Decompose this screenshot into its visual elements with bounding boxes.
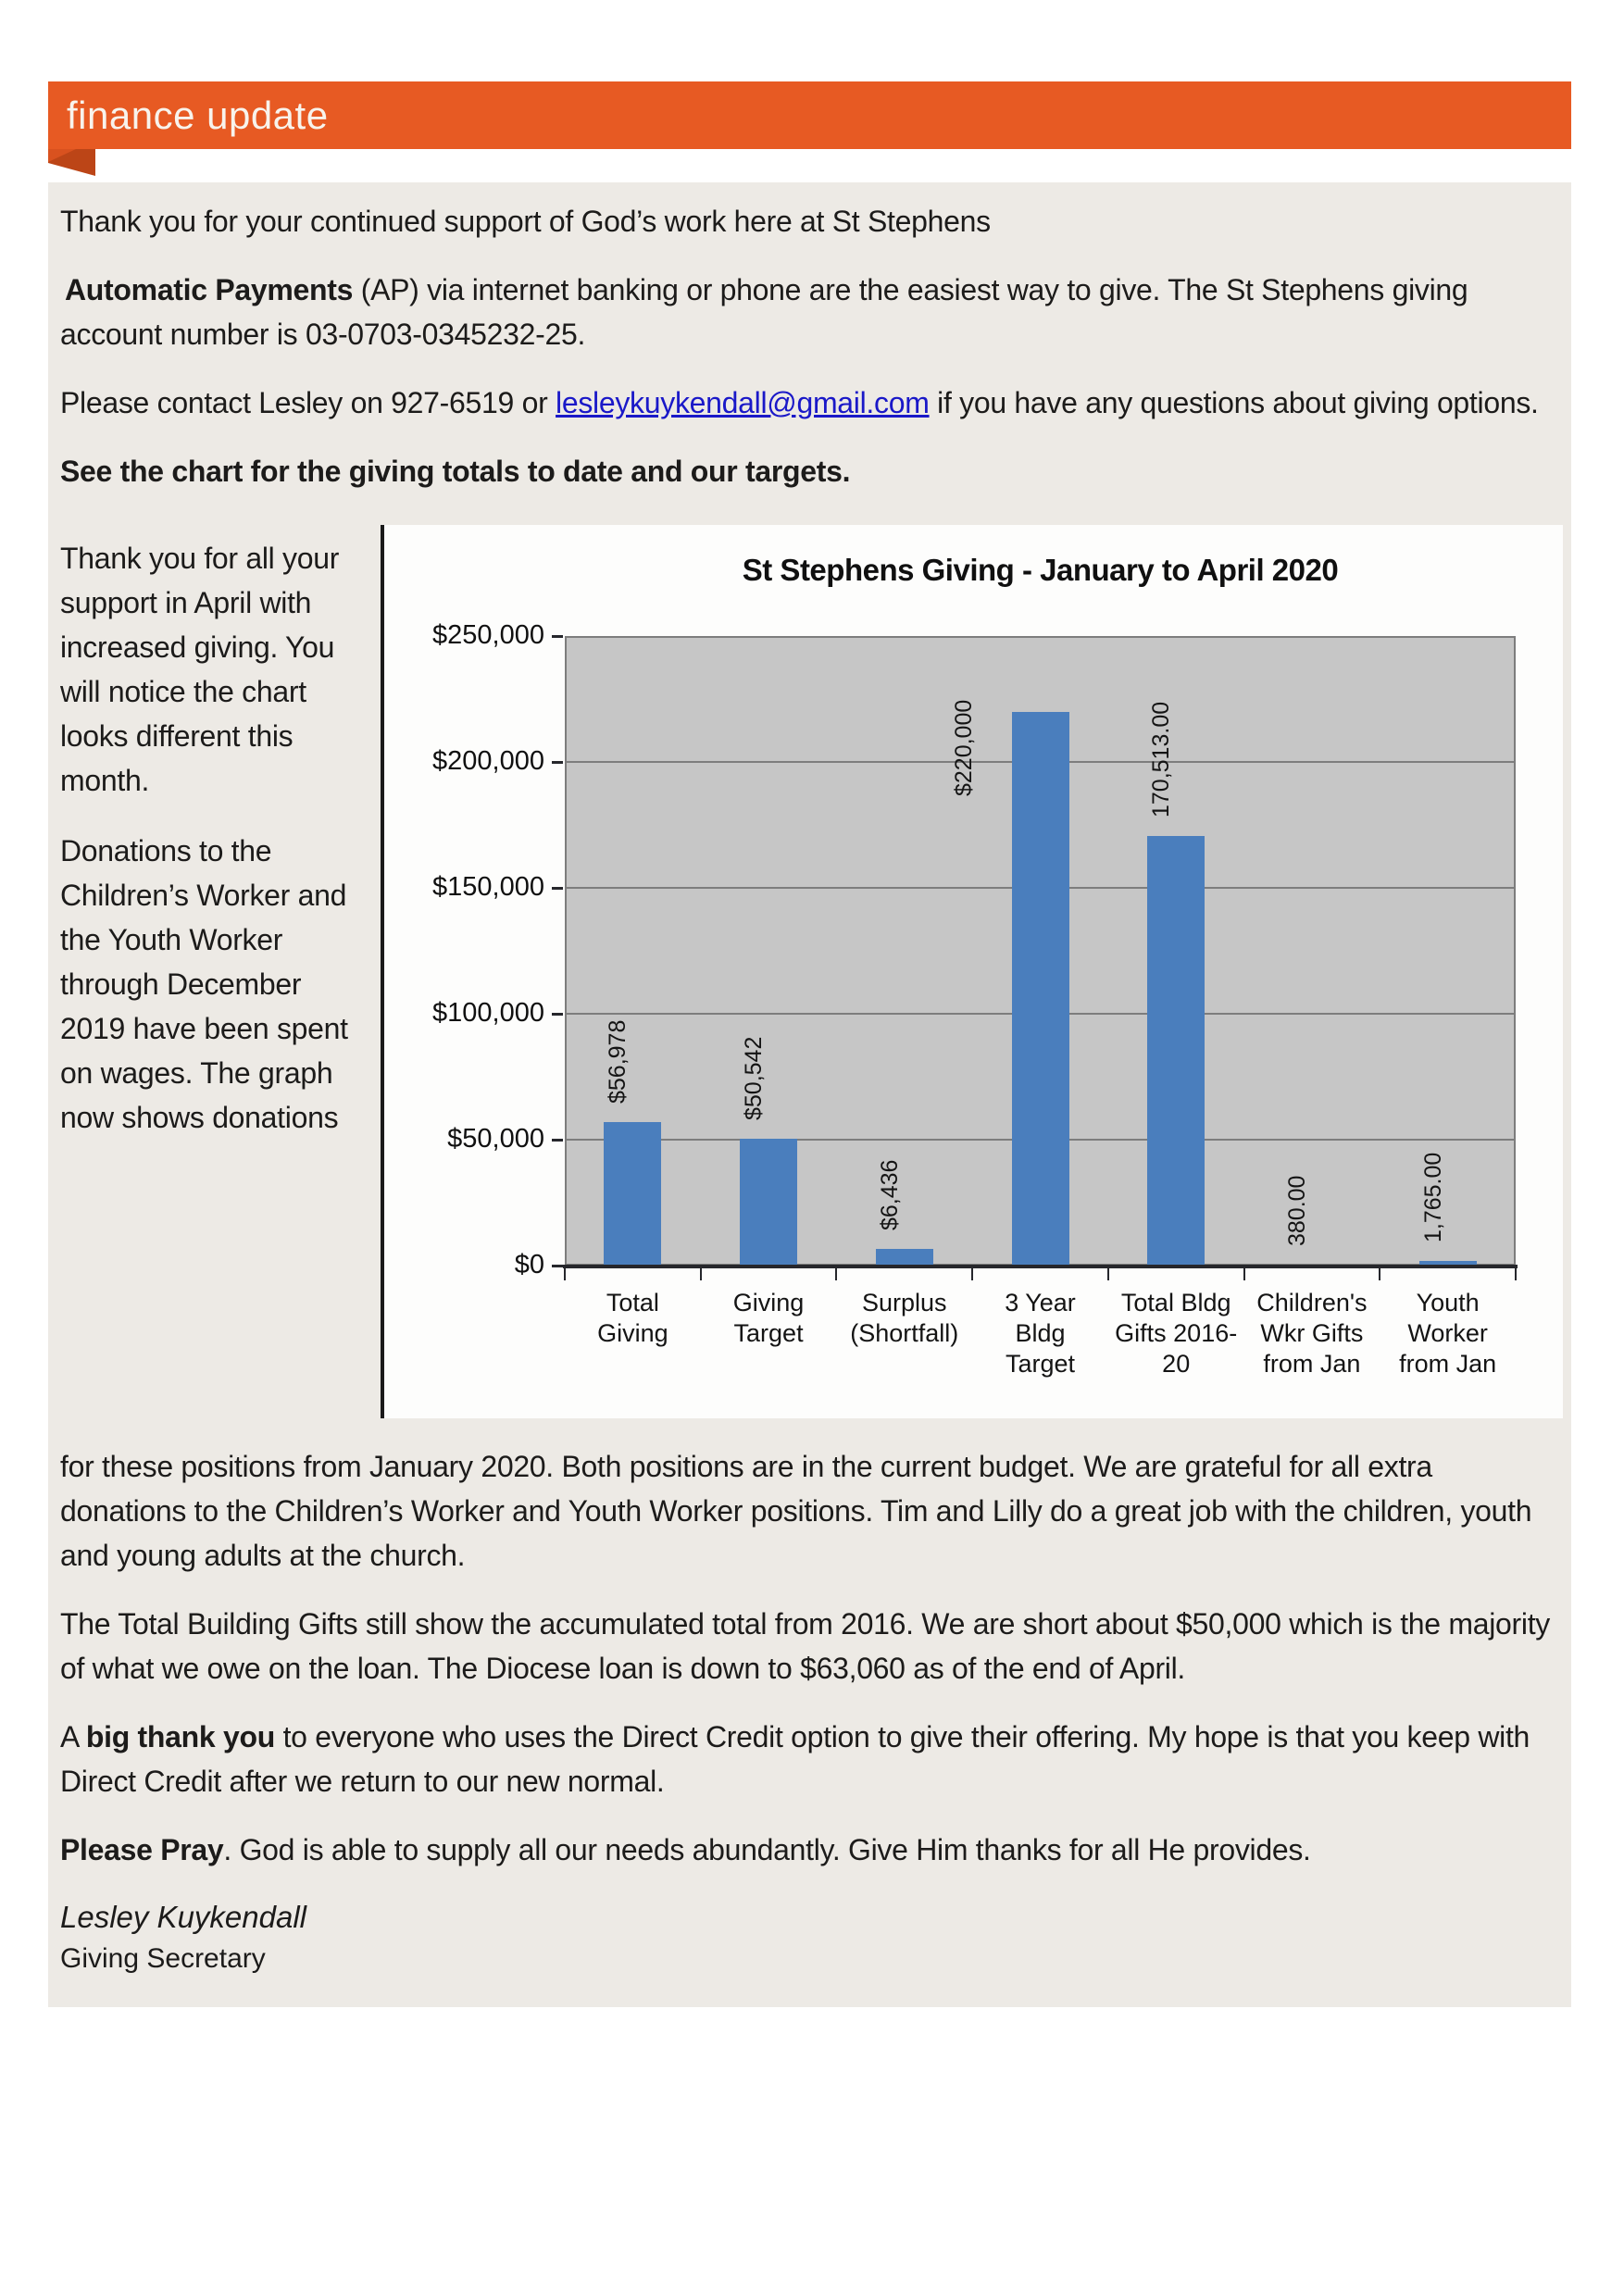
intro-paragraph-2 (60, 268, 1556, 356)
y-axis-label: $250,000 (432, 620, 544, 650)
chart-and-sidebar-row (60, 525, 1556, 1418)
y-axis-label: $150,000 (432, 872, 544, 902)
x-axis-tick (1379, 1268, 1380, 1280)
left-column-paragraph-1: Thank you for all your support in April with increased giving. You will notice the chart looks different this month. (60, 542, 340, 797)
intro-paragraph-3 (60, 381, 1556, 425)
y-axis-label: $0 (514, 1250, 544, 1279)
building-gifts-paragraph: The Total Building Gifts still show the accumulated total from 2016. We are short about $50,000 which is the majority of what we owe on the loan. The Diocese loan is down to $63,060 as of the end of April. (60, 1607, 1551, 1685)
y-axis-label: $100,000 (432, 998, 544, 1028)
left-text-column (60, 525, 381, 1166)
thank-you-b: to everyone who uses the Direct Credit option to give their offering. My hope is that you keep with Direct Credit after we return to our new normal. (60, 1720, 1530, 1798)
x-axis-line (563, 1265, 1518, 1268)
value-label: $50,542 (741, 1036, 768, 1120)
y-axis-tick (552, 635, 563, 638)
value-label: 170,513.00 (1148, 702, 1175, 818)
signature-role: Giving Secretary (60, 1943, 266, 1974)
x-axis-tick (1107, 1268, 1109, 1280)
finance-update-banner (48, 81, 1571, 149)
value-label: 380.00 (1283, 1175, 1310, 1246)
x-axis-tick (835, 1268, 837, 1280)
intro-paragraph-1: Thank you for your continued support of God’s work here at St Stephens (60, 205, 991, 238)
value-label: $220,000 (950, 699, 977, 796)
giving-bar-chart (381, 525, 1563, 1418)
category-label: Giving Target (732, 1289, 805, 1347)
contact-text-before: Please contact Lesley on 927-6519 or (60, 386, 556, 419)
y-axis-label: $200,000 (432, 746, 544, 776)
x-axis-tick (971, 1268, 973, 1280)
left-column-paragraph-2: Donations to the Children’s Worker and the Youth Worker through December 2019 have been spent on wages. The graph now shows donations (60, 834, 348, 1134)
category-label: Children's Wkr Gifts from Jan (1256, 1289, 1368, 1378)
x-axis-tick (1243, 1268, 1245, 1280)
intro-paragraph-2-text: (AP) via internet banking or phone are the easiest way to give. The St Stephens giving account number is 03-0703-0345232-25. (60, 273, 1468, 351)
y-axis-tick (552, 1265, 563, 1267)
please-pray-text: . God is able to supply all our needs abundantly. Give Him thanks for all He provides. (223, 1833, 1311, 1866)
newsletter-body (48, 182, 1571, 2007)
banner-ribbon-fold-icon (48, 149, 96, 177)
thank-you-a: A (60, 1720, 86, 1753)
please-pray-paragraph (60, 1828, 1556, 1872)
please-pray-bold: Please Pray (60, 1833, 224, 1866)
big-thank-you-bold: big thank you (85, 1720, 275, 1753)
x-axis-tick (1515, 1268, 1517, 1280)
see-chart-line: See the chart for the giving totals to date and our targets. (60, 455, 851, 488)
category-label: Youth Worker from Jan (1399, 1289, 1497, 1378)
bar-2 (876, 1249, 933, 1266)
y-axis-tick (552, 761, 563, 764)
bar-0 (604, 1122, 661, 1266)
signature-name: Lesley Kuykendall (60, 1900, 306, 1934)
bar-3 (1012, 712, 1069, 1266)
email-link[interactable]: lesleykuykendall@gmail.com (556, 386, 930, 419)
category-label: 3 Year Bldg Target (1005, 1289, 1076, 1378)
contact-text-after: if you have any questions about giving options. (929, 386, 1539, 419)
y-axis-tick (552, 1139, 563, 1142)
value-label: 1,765.00 (1419, 1152, 1446, 1243)
category-label: Total Giving (597, 1289, 668, 1347)
automatic-payments-bold: Automatic Payments (65, 273, 354, 306)
category-label: Total Bldg Gifts 2016- 20 (1115, 1289, 1238, 1378)
category-label: Surplus (Shortfall) (850, 1289, 959, 1347)
body-paragraph-continuation: for these positions from January 2020. Both positions are in the current budget. We are grateful for all extra donations to the Children’s Worker and Youth Worker positions. Tim and Lilly do a great job with the children, youth and young adults at the church. (60, 1450, 1532, 1572)
value-label: $56,978 (605, 1019, 631, 1104)
banner-title: finance update (67, 94, 329, 137)
value-label: $6,436 (876, 1160, 903, 1231)
bar-4 (1147, 836, 1205, 1266)
chart-title: St Stephens Giving - January to April 2020 (742, 553, 1339, 587)
y-axis-tick (552, 887, 563, 890)
bar-1 (740, 1139, 797, 1266)
x-axis-tick (564, 1268, 566, 1280)
y-axis-label: $50,000 (447, 1124, 544, 1154)
y-axis-tick (552, 1013, 563, 1016)
x-axis-tick (700, 1268, 702, 1280)
thank-you-paragraph (60, 1715, 1556, 1803)
